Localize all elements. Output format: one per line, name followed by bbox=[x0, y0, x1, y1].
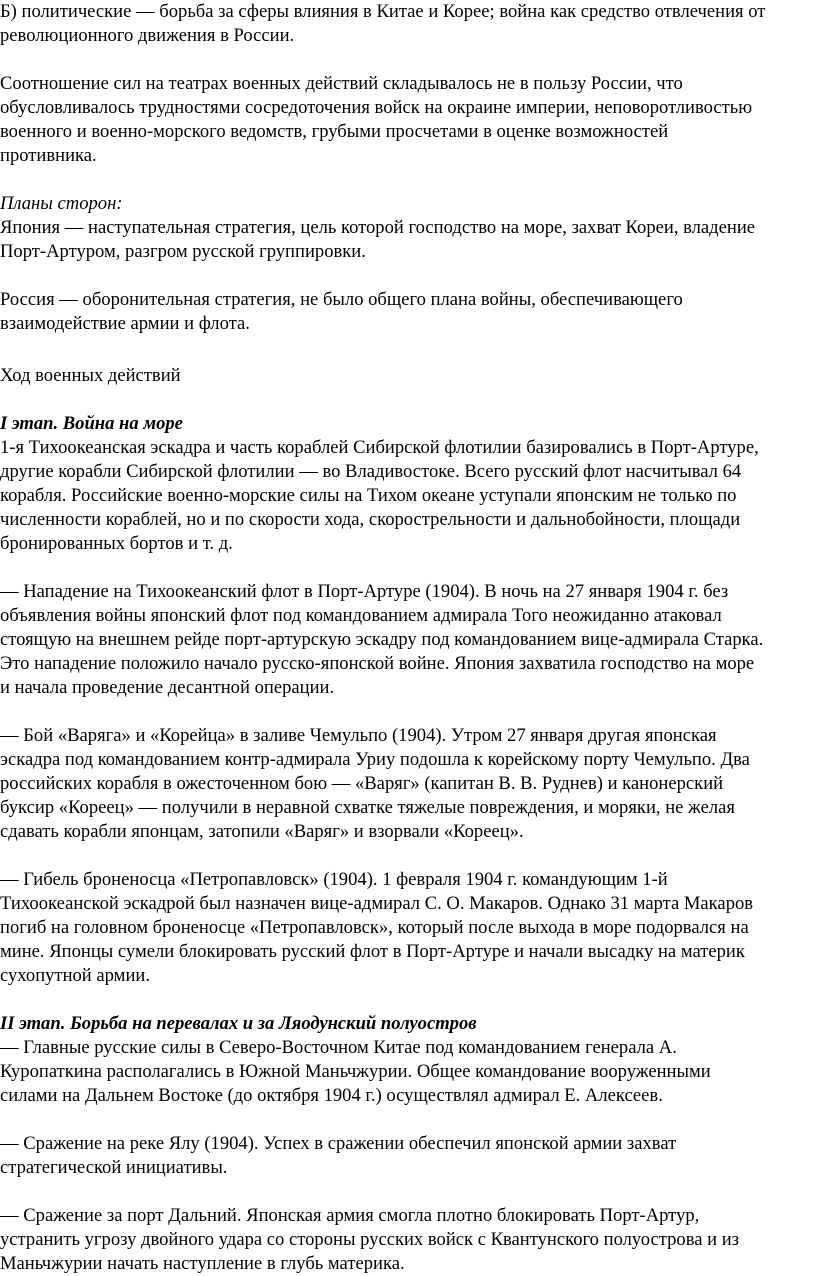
text-line: военного и военно-морского ведомств, грубыми просчетами в оценке возможностей bbox=[0, 121, 669, 142]
text-line: Порт-Артуром, разгром русской группировки. bbox=[0, 241, 366, 262]
paragraph-port-arthur-attack bbox=[0, 580, 816, 700]
paragraph-balance-of-forces bbox=[0, 72, 816, 168]
text-line: — Сражение за порт Дальний. Японская армия смогла плотно блокировать Порт-Артур, bbox=[0, 1205, 700, 1226]
stage-2-heading: II этап. Борьба на перевалах и за Ляодунский полуостров bbox=[0, 1013, 477, 1034]
paragraph-political-causes bbox=[0, 0, 816, 48]
text-line: революционного движения в России. bbox=[0, 25, 295, 46]
paragraph-dalny-battle bbox=[0, 1204, 816, 1276]
section-plans bbox=[0, 192, 816, 264]
text-line: численности кораблей, но и по скорости хода, скорострельности и дальнобойности, площади bbox=[0, 509, 741, 530]
text-line: российских корабля в ожесточенном бою — «Варяг» (капитан В. В. Руднев) и канонерский bbox=[0, 773, 724, 794]
text-line: Куропаткина располагались в Южной Маньчжурии. Общее командование вооруженными bbox=[0, 1061, 711, 1082]
plans-heading: Планы сторон: bbox=[0, 193, 123, 214]
text-line: сдавать корабли японцам, затопили «Варяг» и взорвали «Кореец». bbox=[0, 821, 524, 842]
text-line: обусловливалось трудностями сосредоточения войск на окраине империи, неповоротливостью bbox=[0, 97, 753, 118]
text-line: взаимодействие армии и флота. bbox=[0, 313, 250, 334]
text-line: другие корабли Сибирской флотилии — во Владивостоке. Всего русский флот насчитывал 64 bbox=[0, 461, 742, 482]
text-line: стратегической инициативы. bbox=[0, 1157, 228, 1178]
spacer bbox=[0, 844, 816, 868]
paragraph-russia-strategy bbox=[0, 288, 816, 336]
text-line: устранить угрозу двойного удара со стороны русских войск с Квантунского полуострова и из bbox=[0, 1229, 740, 1250]
text-line: — Нападение на Тихоокеанский флот в Порт-Артуре (1904). В ночь на 27 января 1904 г. без bbox=[0, 581, 729, 602]
spacer bbox=[0, 700, 816, 724]
text-line: буксир «Кореец» — получили в неравной схватке тяжелые повреждения, и моряки, не желая bbox=[0, 797, 735, 818]
text-line: погиб на головном броненосце «Петропавловск», который после выхода в море подорвался на bbox=[0, 917, 749, 938]
paragraph-yalu-battle bbox=[0, 1132, 816, 1180]
paragraph-petropavlovsk bbox=[0, 868, 816, 988]
spacer bbox=[0, 168, 816, 192]
text-line: — Сражение на реке Ялу (1904). Успех в сражении обеспечил японской армии захват bbox=[0, 1133, 677, 1154]
course-heading-block bbox=[0, 364, 816, 388]
text-line: бронированных бортов и т. д. bbox=[0, 533, 233, 554]
text-line: и начала проведение десантной операции. bbox=[0, 677, 335, 698]
course-heading: Ход военных действий bbox=[0, 365, 181, 386]
text-line: корабля. Российские военно-морские силы на Тихом океане уступали японским не только по bbox=[0, 485, 737, 506]
spacer bbox=[0, 264, 816, 288]
text-line: Б) политические — борьба за сферы влияния в Китае и Корее; война как средство отвлечения от bbox=[0, 1, 766, 22]
text-line: противника. bbox=[0, 145, 97, 166]
text-line: Соотношение сил на театрах военных действий складывалось не в пользу России, что bbox=[0, 73, 683, 94]
section-stage-1 bbox=[0, 412, 816, 556]
text-line: стоящую на внешнем рейде порт-артурскую эскадру под командованием вице-адмирала Старка. bbox=[0, 629, 764, 650]
text-line: Тихоокеанской эскадрой был назначен вице-адмирал С. О. Макаров. Однако 31 марта Макаров bbox=[0, 893, 754, 914]
spacer bbox=[0, 556, 816, 580]
spacer bbox=[0, 1108, 816, 1132]
spacer bbox=[0, 48, 816, 72]
spacer bbox=[0, 388, 816, 412]
text-line: сухопутной армии. bbox=[0, 965, 150, 986]
text-line: мине. Японцы сумели блокировать русский флот в Порт-Артуре и начали высадку на материк bbox=[0, 941, 745, 962]
text-line: — Гибель броненосца «Петропавловск» (1904). 1 февраля 1904 г. командующим 1-й bbox=[0, 869, 668, 890]
text-line: объявления войны японский флот под командованием адмирала Того неожиданно атаковал bbox=[0, 605, 722, 626]
stage-1-heading: I этап. Война на море bbox=[0, 413, 183, 434]
text-line: 1-я Тихоокеанская эскадра и часть кораблей Сибирской флотилии базировались в Порт-Артуре, bbox=[0, 437, 759, 458]
spacer bbox=[0, 336, 816, 364]
text-line: — Бой «Варяга» и «Корейца» в заливе Чемульпо (1904). Утром 27 января другая японская bbox=[0, 725, 717, 746]
text-line: силами на Дальнем Востоке (до октября 1904 г.) осуществлял адмирал Е. Алексеев. bbox=[0, 1085, 663, 1106]
spacer bbox=[0, 1180, 816, 1204]
text-line: эскадра под командованием контр-адмирала Уриу подошла к корейскому порту Чемульпо. Два bbox=[0, 749, 750, 770]
text-line: Россия — оборонительная стратегия, не было общего плана войны, обеспечивающего bbox=[0, 289, 683, 310]
paragraph-chemulpo-battle bbox=[0, 724, 816, 844]
text-line: Это нападение положило начало русско-японской войне. Япония захватила господство на море bbox=[0, 653, 755, 674]
spacer bbox=[0, 988, 816, 1012]
text-line: Япония — наступательная стратегия, цель которой господство на море, захват Кореи, владение bbox=[0, 217, 756, 238]
section-stage-2 bbox=[0, 1012, 816, 1108]
text-line: — Главные русские силы в Северо-Восточном Китае под командованием генерала А. bbox=[0, 1037, 677, 1058]
text-line: Маньчжурии начать наступление в глубь материка. bbox=[0, 1253, 405, 1274]
